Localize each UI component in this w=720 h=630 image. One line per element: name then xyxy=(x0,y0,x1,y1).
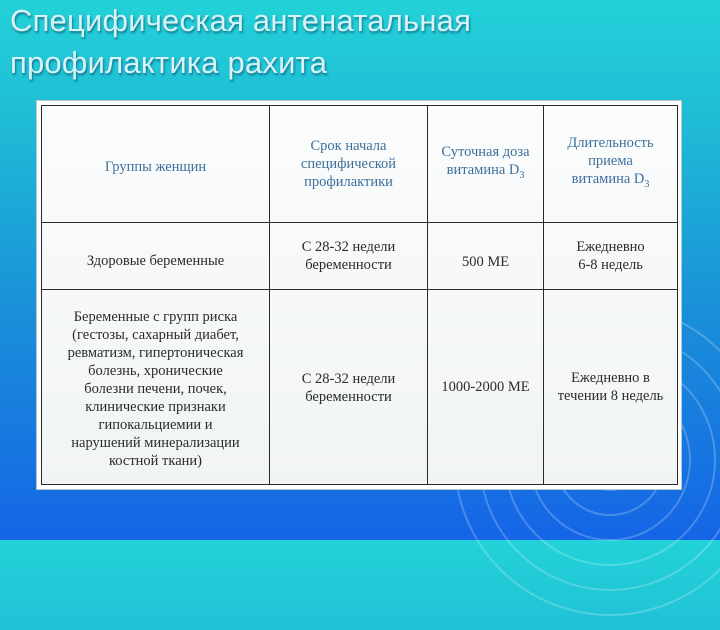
header-start-line: профилактики xyxy=(304,174,393,190)
table-header-row xyxy=(42,106,678,223)
cell-line: Беременные с групп риска xyxy=(73,309,238,325)
cell-start xyxy=(270,290,428,485)
cell-line: болезни печени, почек, xyxy=(84,381,227,397)
cell-line: ревматизм, гипертоническая xyxy=(67,345,244,361)
cell-duration xyxy=(544,223,678,290)
header-dose-line xyxy=(433,161,538,185)
cell-start xyxy=(270,223,428,290)
header-duration xyxy=(544,106,678,223)
cell-dose xyxy=(428,290,544,485)
header-dose-line: Суточная доза xyxy=(441,144,530,161)
cell-line: гипокальциемии и xyxy=(98,417,213,433)
header-duration-line: Длительность xyxy=(567,135,654,152)
cell-line: течении 8 недель xyxy=(557,388,664,404)
header-duration-vitamin: витамина D xyxy=(571,171,645,188)
header-duration-subscript: 3 xyxy=(644,178,650,190)
header-daily-dose xyxy=(428,106,544,223)
cell-duration xyxy=(544,290,678,485)
cell-line: Ежедневно xyxy=(576,239,645,255)
header-dose-vitamin: витамина D xyxy=(446,162,520,179)
header-start-line: Срок начала xyxy=(310,138,387,154)
cell-group xyxy=(42,223,270,290)
cell-line: костной ткани) xyxy=(108,453,203,469)
cell-line: Ежедневно в xyxy=(571,370,650,386)
header-start-line: специфической xyxy=(300,156,397,172)
cell-line: клинические признаки xyxy=(85,399,226,415)
cell-line: беременности xyxy=(305,257,392,273)
cell-line: беременности xyxy=(305,389,392,405)
cell-line: С 28-32 недели xyxy=(301,371,396,387)
cell-group xyxy=(42,290,270,485)
cell-line: 6-8 недель xyxy=(578,257,643,273)
prophylaxis-table xyxy=(41,105,678,485)
cell-line: (гестозы, сахарный диабет, xyxy=(72,327,239,343)
cell-line: болезнь, хронические xyxy=(88,363,223,379)
header-duration-line: приема xyxy=(588,153,633,170)
cell-line: Здоровые беременные xyxy=(86,253,225,269)
cell-dose xyxy=(428,223,544,290)
cell-line: 500 МЕ xyxy=(461,254,510,270)
title-line-2: профилактика рахита xyxy=(10,45,328,80)
cell-line: нарушений минерализации xyxy=(71,435,240,451)
title-line-1: Специфическая антенатальная xyxy=(10,3,472,38)
table-row xyxy=(42,290,678,485)
table-row xyxy=(42,223,678,290)
slide-title xyxy=(10,0,610,84)
cell-line: С 28-32 недели xyxy=(301,239,396,255)
header-duration-line xyxy=(549,170,672,194)
header-start-term xyxy=(270,106,428,223)
header-women-groups-text: Группы женщин xyxy=(104,159,207,175)
header-women-groups xyxy=(42,106,270,223)
table-frame xyxy=(36,100,682,490)
cell-line: 1000-2000 МЕ xyxy=(441,379,530,395)
header-dose-subscript: 3 xyxy=(519,169,525,181)
